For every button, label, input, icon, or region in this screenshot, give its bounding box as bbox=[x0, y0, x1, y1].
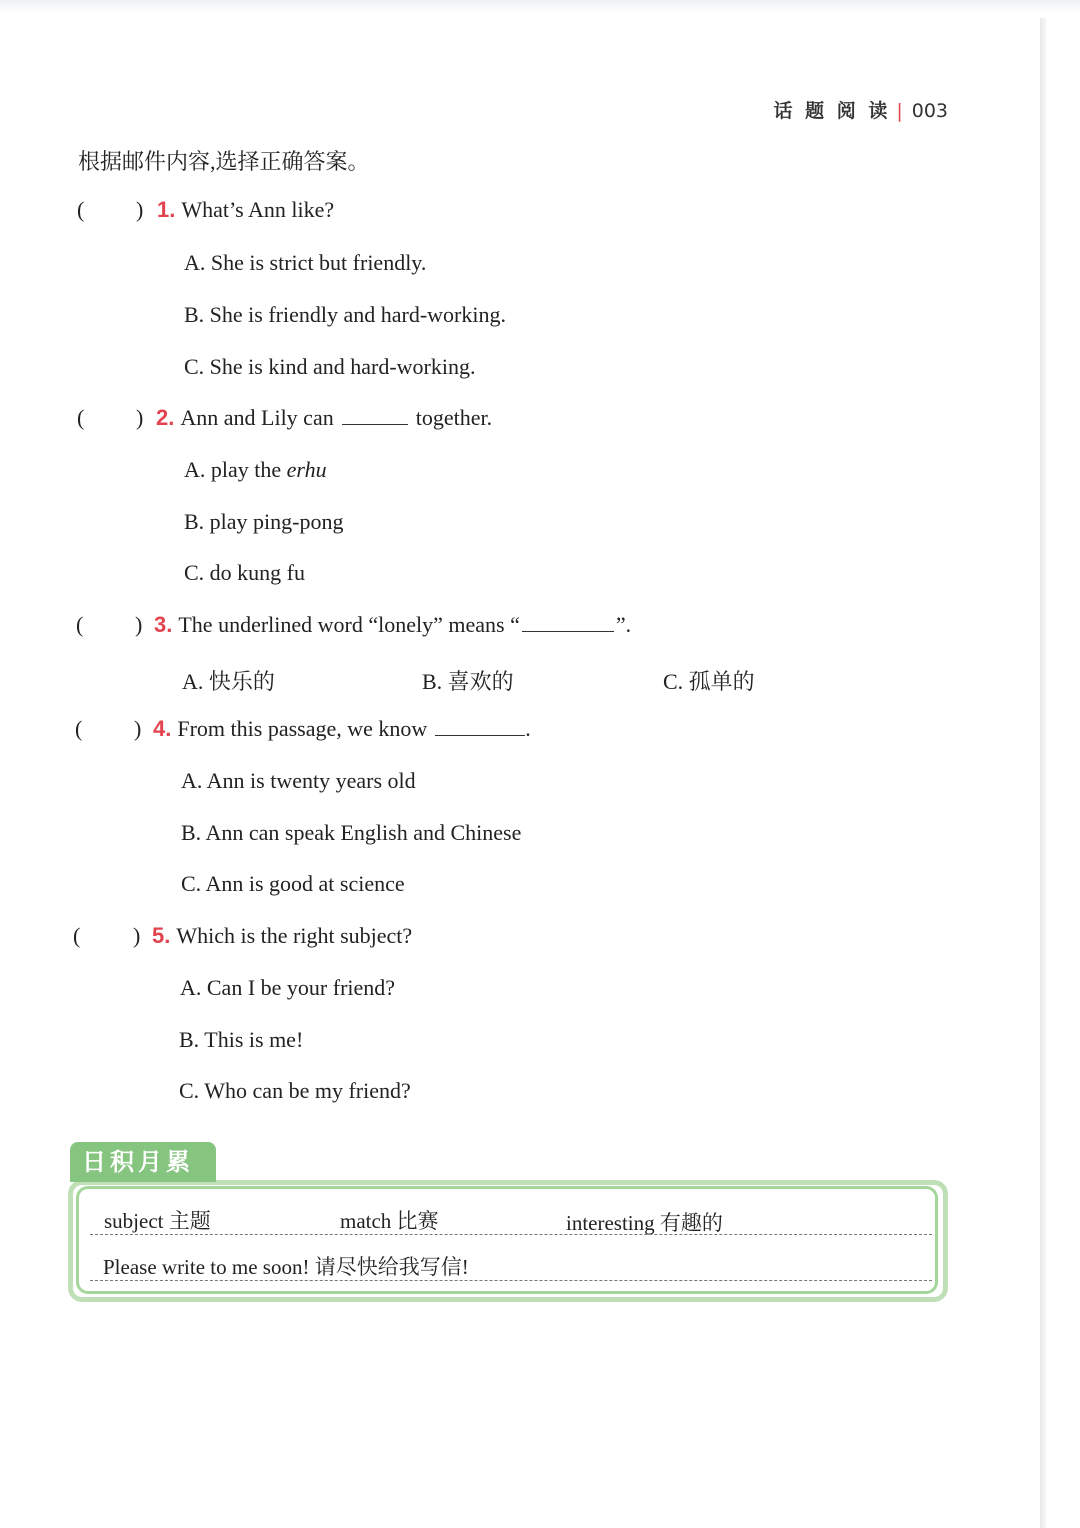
vocab-item-3: interesting 有趣的 bbox=[566, 1211, 723, 1235]
question-number: 2. bbox=[156, 405, 175, 430]
q1-option-b: B. She is friendly and hard-working. bbox=[184, 302, 506, 327]
q4-option-b: B. Ann can speak English and Chinese bbox=[181, 820, 522, 845]
answer-paren-close-1: ) bbox=[136, 197, 144, 222]
vocab-item-1: subject 主题 bbox=[104, 1209, 211, 1233]
answer-paren-open-2: ( bbox=[77, 405, 85, 430]
option-text: A. play the bbox=[184, 457, 282, 482]
q1-option-c: C. She is kind and hard-working. bbox=[184, 354, 476, 379]
vocab-box-title: 日积月累 bbox=[70, 1142, 216, 1182]
vocab-dashed-line-2 bbox=[90, 1280, 932, 1281]
q2-option-c: C. do kung fu bbox=[184, 560, 305, 585]
q4-option-c: C. Ann is good at science bbox=[181, 871, 405, 896]
question-text-before: Ann and Lily can bbox=[180, 405, 334, 430]
answer-paren-close-3: ) bbox=[135, 612, 143, 637]
q3-option-b: B. 喜欢的 bbox=[422, 669, 514, 694]
q3-option-c: C. 孤单的 bbox=[663, 669, 755, 694]
answer-paren-open-4: ( bbox=[75, 716, 83, 741]
question-3 bbox=[154, 612, 631, 638]
question-text-before: From this passage, we know bbox=[177, 716, 428, 741]
q1-option-a: A. She is strict but friendly. bbox=[184, 250, 427, 275]
q2-option-a bbox=[184, 457, 327, 483]
question-number: 3. bbox=[154, 612, 173, 637]
question-4 bbox=[153, 716, 531, 742]
q5-option-a: A. Can I be your friend? bbox=[180, 975, 396, 1000]
header-title: 话 题 阅 读 bbox=[773, 100, 891, 122]
question-text-after: ”. bbox=[615, 612, 632, 637]
page-edge-shadow bbox=[1040, 18, 1046, 1528]
page-top-shadow bbox=[0, 0, 1080, 14]
question-text: Which is the right subject? bbox=[176, 923, 413, 948]
question-5 bbox=[152, 923, 412, 949]
question-number: 4. bbox=[153, 716, 172, 741]
answer-paren-close-2: ) bbox=[136, 405, 144, 430]
question-2 bbox=[156, 405, 492, 431]
q2-option-b: B. play ping-pong bbox=[184, 509, 344, 534]
answer-paren-close-4: ) bbox=[134, 716, 142, 741]
answer-blank bbox=[435, 717, 525, 736]
answer-paren-open-3: ( bbox=[76, 612, 84, 637]
answer-blank bbox=[342, 406, 408, 425]
answer-paren-close-5: ) bbox=[133, 923, 141, 948]
question-1 bbox=[157, 197, 334, 223]
answer-paren-open-1: ( bbox=[77, 197, 85, 222]
question-text-before: The underlined word “lonely” means “ bbox=[178, 612, 520, 637]
question-text-after: together. bbox=[415, 405, 493, 430]
answer-paren-open-5: ( bbox=[73, 923, 81, 948]
header-separator: | bbox=[896, 100, 906, 122]
question-number: 5. bbox=[152, 923, 171, 948]
q5-option-c: C. Who can be my friend? bbox=[179, 1078, 411, 1103]
option-italic-word: erhu bbox=[286, 457, 327, 482]
answer-blank bbox=[522, 613, 614, 632]
question-text-after: . bbox=[525, 716, 531, 741]
vocab-sentence: Please write to me soon! 请尽快给我写信! bbox=[103, 1255, 469, 1279]
instruction-text: 根据邮件内容,选择正确答案。 bbox=[78, 149, 370, 174]
page-header bbox=[773, 96, 948, 123]
q3-option-a: A. 快乐的 bbox=[182, 669, 275, 694]
page-number: 003 bbox=[911, 100, 948, 122]
vocab-item-2: match 比赛 bbox=[340, 1209, 439, 1233]
vocab-dashed-line-1 bbox=[90, 1234, 932, 1235]
q5-option-b: B. This is me! bbox=[179, 1027, 304, 1052]
question-text: What’s Ann like? bbox=[181, 197, 335, 222]
q4-option-a: A. Ann is twenty years old bbox=[181, 768, 416, 793]
question-number: 1. bbox=[157, 197, 176, 222]
